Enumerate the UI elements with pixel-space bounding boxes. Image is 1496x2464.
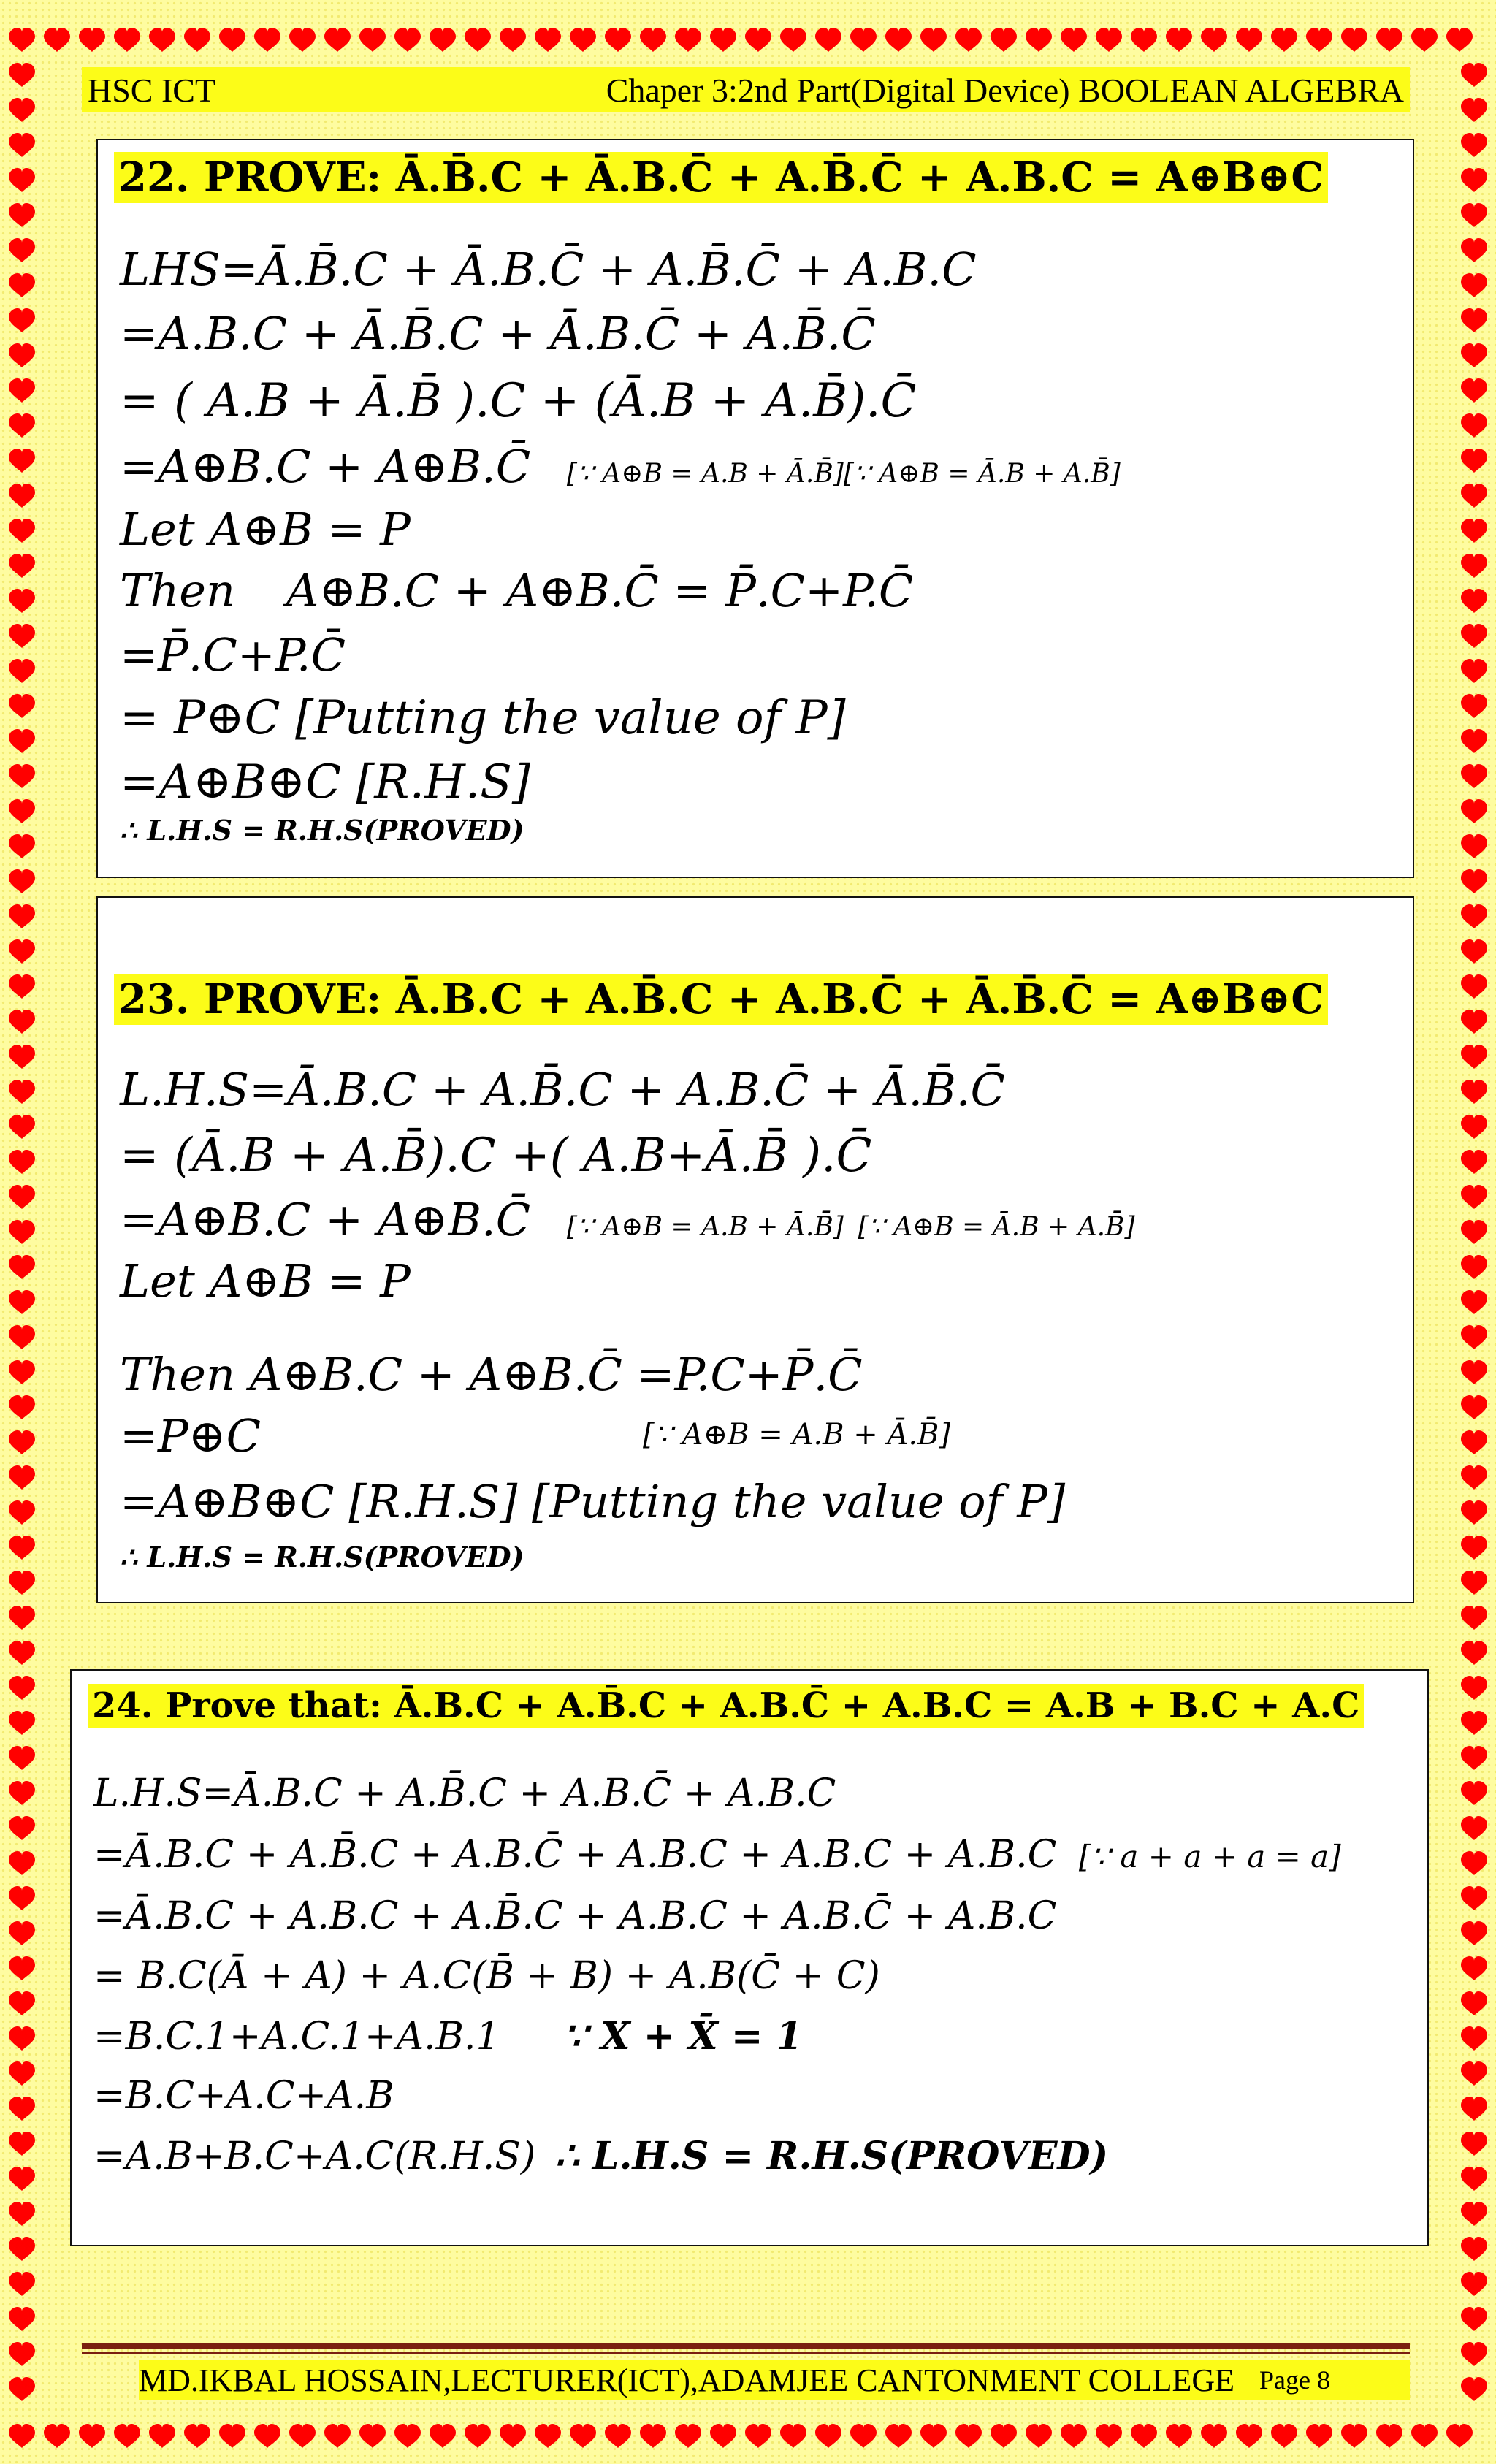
heart-icon: [9, 308, 35, 332]
heart-icon: [9, 1465, 35, 1490]
heart-icon: [1461, 1886, 1487, 1910]
page-number: Page 8: [1259, 2365, 1331, 2395]
heart-icon: [1271, 28, 1297, 52]
heart-icon: [1461, 308, 1487, 332]
heart-icon: [1446, 28, 1473, 52]
heart-icon: [1461, 1220, 1487, 1244]
heart-icon: [1026, 2424, 1052, 2448]
heart-icon: [1461, 1255, 1487, 1279]
heart-icon: [1461, 1010, 1487, 1034]
heart-icon: [1236, 28, 1262, 52]
problem-23-title: 23. PROVE: Ā.B.C + A.B̄.C + A.B.C̄ + Ā.B̄.C̄ = A⊕B⊕C: [114, 974, 1328, 1025]
heart-icon: [9, 2132, 35, 2156]
p23-line-1: L.H.S=Ā.B.C + A.B̄.C + A.B.C̄ + Ā.B̄.C̄: [120, 1063, 1005, 1116]
page-header: [82, 67, 1410, 112]
heart-icon: [570, 28, 596, 52]
p23-note-line6: [∵ A⊕B = A.B + Ā.B̄]: [643, 1418, 951, 1452]
heart-icon: [184, 28, 210, 52]
heart-icon: [955, 2424, 982, 2448]
heart-icon: [1461, 624, 1487, 648]
heart-icon: [9, 1886, 35, 1910]
heart-icon: [254, 28, 280, 52]
heart-icon: [1061, 28, 1087, 52]
heart-icon: [675, 2424, 701, 2448]
heart-icon: [1411, 2424, 1438, 2448]
p23-proved: ∴ L.H.S = R.H.S(PROVED): [120, 1541, 524, 1574]
heart-icon: [9, 2026, 35, 2051]
heart-icon: [44, 28, 70, 52]
footer-author: MD.IKBAL HOSSAIN,LECTURER(ICT),ADAMJEE CANTONMENT COLLEGE: [139, 2362, 1235, 2398]
heart-icon: [9, 2424, 35, 2448]
heart-icon: [955, 28, 982, 52]
heart-icon: [605, 28, 631, 52]
footer-rule-thin: [82, 2352, 1410, 2354]
heart-icon: [9, 1150, 35, 1174]
heart-icon: [815, 2424, 842, 2448]
heart-icon: [430, 28, 456, 52]
heart-icon: [9, 1536, 35, 1560]
heart-icon: [1461, 203, 1487, 227]
heart-icon: [1461, 2202, 1487, 2226]
p24-line-2: =Ā.B.C + A.B̄.C + A.B.C̄ + A.B.C + A.B.C + A.B.C [∵ a + a + a = a]: [94, 1833, 1341, 1877]
p22-line-3: = ( A.B + Ā.B̄ ).C + (Ā.B + A.B̄).C̄: [120, 374, 917, 428]
p22-line-7: =P̄.C+P.C̄: [120, 628, 346, 682]
heart-icon: [9, 1220, 35, 1244]
heart-icon: [640, 28, 666, 52]
heart-icon: [289, 28, 316, 52]
heart-icon: [1461, 2272, 1487, 2296]
heart-icon: [79, 2424, 105, 2448]
heart-icon: [9, 624, 35, 648]
heart-icon: [535, 28, 561, 52]
heart-icon: [9, 799, 35, 823]
p23-line-7: =A⊕B⊕C [R.H.S] [Putting the value of P]: [120, 1475, 1066, 1528]
heart-icon: [1461, 484, 1487, 508]
p24-line-6: =B.C+A.C+A.B: [94, 2074, 394, 2118]
heart-icon: [1461, 1711, 1487, 1735]
heart-icon: [9, 343, 35, 367]
heart-icon: [1461, 1676, 1487, 1700]
heart-icon: [9, 168, 35, 192]
heart-icon: [394, 28, 421, 52]
heart-icon: [9, 378, 35, 403]
heart-icon: [9, 413, 35, 438]
heart-icon: [9, 203, 35, 227]
heart-icon: [1376, 28, 1402, 52]
heart-icon: [1461, 764, 1487, 788]
heart-icon: [1166, 2424, 1192, 2448]
p24-line-3: =Ā.B.C + A.B.C + A.B̄.C + A.B.C + A.B.C̄ + A.B.C: [94, 1894, 1057, 1938]
heart-icon: [1461, 1851, 1487, 1875]
heart-icon: [9, 1360, 35, 1384]
heart-icon: [1201, 28, 1227, 52]
p24-note-idempotent: [∵ a + a + a = a]: [1078, 1839, 1341, 1874]
heart-icon: [885, 2424, 912, 2448]
heart-icon: [850, 2424, 877, 2448]
heart-icon: [9, 238, 35, 262]
heart-icon: [1461, 1150, 1487, 1174]
p22-line-1: LHS=Ā.B̄.C + Ā.B.C̄ + A.B̄.C̄ + A.B.C: [120, 243, 977, 296]
header-course: HSC ICT: [88, 71, 216, 109]
heart-icon: [149, 28, 175, 52]
heart-icon: [9, 729, 35, 753]
heart-icon: [991, 2424, 1017, 2448]
p24-line-5: =B.C.1+A.C.1+A.B.1 ∵ X + X̄ = 1: [94, 2014, 803, 2059]
heart-icon: [430, 2424, 456, 2448]
heart-icon: [1461, 904, 1487, 928]
heart-icon: [605, 2424, 631, 2448]
heart-icon: [9, 1781, 35, 1805]
heart-icon: [1461, 2307, 1487, 2331]
heart-icon: [1461, 238, 1487, 262]
heart-icon: [149, 2424, 175, 2448]
p22-line-5: Let A⊕B = P: [120, 503, 411, 556]
footer-rule-thick: [82, 2343, 1410, 2349]
heart-icon: [9, 939, 35, 964]
heart-icon: [9, 2097, 35, 2121]
heart-icon: [1461, 1325, 1487, 1349]
heart-icon: [9, 974, 35, 999]
heart-icon: [1096, 28, 1122, 52]
heart-icon: [1166, 28, 1192, 52]
heart-icon: [9, 1325, 35, 1349]
heart-icon: [1306, 2424, 1332, 2448]
heart-icon: [1461, 694, 1487, 718]
heart-icon: [9, 904, 35, 928]
heart-icon: [219, 2424, 245, 2448]
heart-icon: [1461, 378, 1487, 403]
heart-icon: [1461, 1571, 1487, 1595]
heart-icon: [9, 1255, 35, 1279]
heart-icon: [1461, 1185, 1487, 1209]
heart-icon: [640, 2424, 666, 2448]
heart-icon: [1461, 2377, 1487, 2401]
heart-icon: [1461, 519, 1487, 543]
p22-line-8: = P⊕C [Putting the value of P]: [120, 691, 846, 745]
heart-icon: [9, 694, 35, 718]
heart-icon: [9, 1991, 35, 2015]
heart-icon: [9, 449, 35, 473]
heart-icon: [1461, 869, 1487, 893]
p22-line-4: =A⊕B.C + A⊕B.C̄ [∵ A⊕B = A.B + Ā.B̄][∵ A⊕B = Ā.B + A.B̄]: [120, 440, 1121, 493]
heart-icon: [9, 1676, 35, 1700]
heart-icon: [9, 63, 35, 87]
p23-line-2: = (Ā.B + A.B̄).C +( A.B+Ā.B̄ ).C̄: [120, 1129, 872, 1183]
p23-line-5: Then A⊕B.C + A⊕B.C̄ =P.C+P̄.C̄: [120, 1348, 863, 1401]
heart-icon: [1341, 2424, 1367, 2448]
heart-icon: [1461, 1360, 1487, 1384]
heart-icon: [9, 1010, 35, 1034]
heart-icon: [9, 1921, 35, 1945]
heart-icon: [324, 28, 351, 52]
heart-icon: [780, 28, 806, 52]
heart-icon: [1236, 2424, 1262, 2448]
p23-note-xor: [∵ A⊕B = Ā.B + A.B̄]: [858, 1212, 1135, 1242]
heart-icon: [9, 1641, 35, 1665]
p22-proved: ∴ L.H.S = R.H.S(PROVED): [120, 814, 524, 847]
heart-icon: [1461, 1606, 1487, 1630]
heart-icon: [745, 28, 771, 52]
heart-icon: [1026, 28, 1052, 52]
heart-icon: [9, 1185, 35, 1209]
heart-icon: [1461, 1430, 1487, 1454]
heart-icon: [1461, 2167, 1487, 2191]
heart-icon: [9, 133, 35, 157]
heart-icon: [815, 28, 842, 52]
heart-icon: [1271, 2424, 1297, 2448]
p22-line-6: Then A⊕B.C + A⊕B.C̄ = P̄.C+P.C̄: [120, 564, 914, 617]
heart-icon: [1461, 2342, 1487, 2366]
heart-icon: [1461, 589, 1487, 613]
heart-icon: [9, 1711, 35, 1735]
heart-icon: [9, 98, 35, 122]
heart-icon: [991, 28, 1017, 52]
heart-icon: [1306, 28, 1332, 52]
heart-icon: [1461, 63, 1487, 87]
heart-icon: [9, 1746, 35, 1770]
heart-icon: [9, 2061, 35, 2086]
heart-icon: [1461, 1956, 1487, 1980]
header-chapter: Chaper 3:2nd Part(Digital Device) BOOLEAN ALGEBRA: [606, 71, 1404, 109]
p24-line-1: L.H.S=Ā.B.C + A.B̄.C + A.B.C̄ + A.B.C: [94, 1771, 836, 1815]
heart-icon: [9, 589, 35, 613]
heart-icon: [1461, 98, 1487, 122]
p24-line-7: =A.B+B.C+A.C(R.H.S) ∴ L.H.S = R.H.S(PROVED): [94, 2134, 1109, 2178]
heart-icon: [9, 519, 35, 543]
heart-icon: [9, 764, 35, 788]
heart-icon: [710, 2424, 736, 2448]
heart-icon: [745, 2424, 771, 2448]
heart-icon: [1446, 2424, 1473, 2448]
problem-23-box: [96, 896, 1414, 1603]
heart-icon: [1461, 2097, 1487, 2121]
heart-icon: [9, 554, 35, 578]
p24-note-complement: ∵ X + X̄ = 1: [563, 2014, 803, 2059]
p23-line-6: =P⊕C: [120, 1409, 262, 1462]
heart-icon: [1461, 1080, 1487, 1104]
heart-icon: [9, 28, 35, 52]
p23-line-3: =A⊕B.C + A⊕B.C̄ [∵ A⊕B = A.B + Ā.B̄] [∵ A⊕B = Ā.B + A.B̄]: [120, 1193, 1135, 1246]
heart-icon: [9, 484, 35, 508]
heart-icon: [9, 1851, 35, 1875]
heart-icon: [1461, 413, 1487, 438]
heart-icon: [9, 1395, 35, 1419]
heart-icon: [114, 28, 140, 52]
heart-icon: [359, 28, 386, 52]
heart-icon: [1461, 133, 1487, 157]
heart-icon: [500, 28, 526, 52]
heart-icon: [9, 1816, 35, 1840]
heart-icon: [1461, 1641, 1487, 1665]
p24-line-4: = B.C(Ā + A) + A.C(B̄ + B) + A.B(C̄ + C): [94, 1954, 880, 1998]
heart-icon: [1461, 974, 1487, 999]
heart-icon: [394, 2424, 421, 2448]
heart-icon: [9, 273, 35, 297]
heart-icon: [9, 834, 35, 858]
heart-icon: [1461, 2132, 1487, 2156]
heart-icon: [1461, 834, 1487, 858]
heart-icon: [359, 2424, 386, 2448]
problem-22-box: [96, 139, 1414, 878]
heart-icon: [79, 28, 105, 52]
p24-proved: ∴ L.H.S = R.H.S(PROVED): [554, 2134, 1109, 2178]
heart-icon: [9, 2307, 35, 2331]
heart-icon: [9, 1500, 35, 1525]
heart-icon: [9, 1571, 35, 1595]
p22-line-9: =A⊕B⊕C [R.H.S]: [120, 755, 530, 809]
heart-icon: [1461, 1465, 1487, 1490]
page-footer: [139, 2360, 1410, 2400]
heart-icon: [1461, 1290, 1487, 1314]
heart-icon: [570, 2424, 596, 2448]
heart-icon: [710, 28, 736, 52]
heart-icon: [9, 1080, 35, 1104]
heart-icon: [1461, 1921, 1487, 1945]
problem-24-title: 24. Prove that: Ā.B.C + A.B̄.C + A.B.C̄ + A.B.C = A.B + B.C + A.C: [88, 1684, 1364, 1728]
heart-icon: [9, 659, 35, 683]
heart-icon: [254, 2424, 280, 2448]
heart-icon: [1096, 2424, 1122, 2448]
heart-icon: [1461, 449, 1487, 473]
p22-then-expr: A⊕B.C + A⊕B.C̄ = P̄.C+P.C̄: [286, 564, 914, 617]
heart-icon: [1411, 28, 1438, 52]
heart-icon: [1461, 729, 1487, 753]
heart-icon: [9, 1115, 35, 1139]
heart-icon: [1461, 2061, 1487, 2086]
heart-icon: [465, 2424, 491, 2448]
heart-icon: [1461, 273, 1487, 297]
heart-icon: [1461, 1991, 1487, 2015]
heart-icon: [184, 2424, 210, 2448]
heart-icon: [535, 2424, 561, 2448]
heart-icon: [9, 1290, 35, 1314]
heart-icon: [1461, 1395, 1487, 1419]
heart-icon: [1461, 1045, 1487, 1069]
heart-icon: [850, 28, 877, 52]
heart-icon: [9, 2202, 35, 2226]
problem-22-title: 22. PROVE: Ā.B̄.C + Ā.B.C̄ + A.B̄.C̄ + A.B.C = A⊕B⊕C: [114, 152, 1328, 203]
heart-icon: [1461, 168, 1487, 192]
heart-icon: [1461, 554, 1487, 578]
heart-icon: [1461, 1781, 1487, 1805]
heart-icon: [500, 2424, 526, 2448]
heart-icon: [1461, 343, 1487, 367]
heart-icon: [1461, 1746, 1487, 1770]
heart-icon: [885, 28, 912, 52]
heart-icon: [1461, 1115, 1487, 1139]
heart-icon: [219, 28, 245, 52]
heart-icon: [1461, 939, 1487, 964]
heart-icon: [1461, 1816, 1487, 1840]
heart-icon: [9, 1430, 35, 1454]
heart-icon: [9, 2377, 35, 2401]
heart-icon: [9, 2237, 35, 2261]
heart-icon: [780, 2424, 806, 2448]
heart-icon: [1341, 28, 1367, 52]
heart-icon: [1131, 2424, 1157, 2448]
heart-icon: [920, 28, 947, 52]
p22-note-xnor: [∵ A⊕B = A.B + Ā.B̄]: [566, 459, 844, 489]
p23-line-4: Let A⊕B = P: [120, 1254, 411, 1308]
heart-icon: [9, 1606, 35, 1630]
problem-24-box: [70, 1669, 1429, 2246]
heart-icon: [1461, 659, 1487, 683]
heart-icon: [675, 28, 701, 52]
heart-icon: [9, 2342, 35, 2366]
heart-icon: [920, 2424, 947, 2448]
heart-icon: [114, 2424, 140, 2448]
heart-icon: [1461, 1536, 1487, 1560]
heart-icon: [324, 2424, 351, 2448]
heart-icon: [1201, 2424, 1227, 2448]
heart-icon: [9, 1045, 35, 1069]
heart-icon: [1131, 28, 1157, 52]
heart-icon: [9, 2272, 35, 2296]
heart-icon: [465, 28, 491, 52]
p22-note-xor: [∵ A⊕B = Ā.B + A.B̄]: [843, 459, 1121, 489]
heart-icon: [1061, 2424, 1087, 2448]
heart-icon: [1376, 2424, 1402, 2448]
p23-note-xnor: [∵ A⊕B = A.B + Ā.B̄]: [566, 1212, 844, 1242]
heart-icon: [9, 869, 35, 893]
p22-line-2: =A.B.C + Ā.B̄.C + Ā.B.C̄ + A.B̄.C̄: [120, 307, 876, 360]
heart-icon: [9, 1956, 35, 1980]
heart-icon: [44, 2424, 70, 2448]
heart-icon: [1461, 2026, 1487, 2051]
heart-icon: [1461, 1500, 1487, 1525]
heart-icon: [9, 2167, 35, 2191]
heart-icon: [1461, 2237, 1487, 2261]
heart-icon: [289, 2424, 316, 2448]
heart-icon: [1461, 799, 1487, 823]
